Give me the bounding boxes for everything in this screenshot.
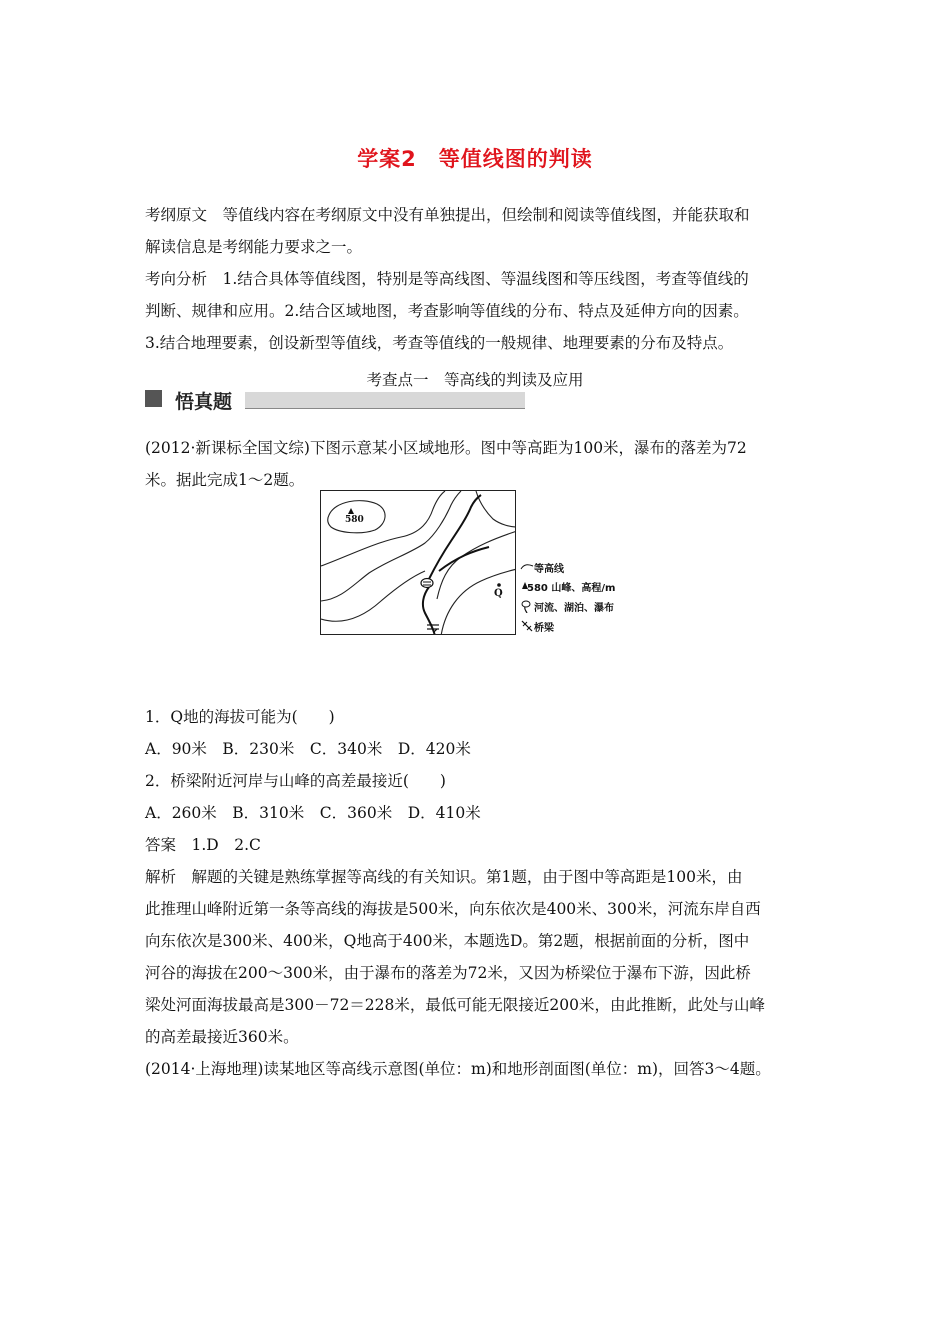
- peak-symbol: [348, 508, 354, 514]
- question-1-options: A．90米 B．230米 C．340米 D．420米: [145, 740, 471, 758]
- next-question-intro: (2014·上海地理)读某地区等高线示意图(单位：m)和地形剖面图(单位：m)，回答3～4题。: [145, 1060, 771, 1078]
- explanation-line-4: 河谷的海拔在200～300米，由于瀑布的落差为72米，又因为桥梁位于瀑布下游，因此桥: [145, 964, 751, 982]
- river-lower: [423, 587, 435, 635]
- point-heading: 考查点一 等高线的判读及应用: [366, 371, 584, 389]
- contour-line: [441, 569, 516, 635]
- syllabus-text-line-1: 考纲原文 等值线内容在考纲原文中没有单独提出，但绘制和阅读等值线图，并能获取和: [145, 206, 750, 224]
- question-intro-line-2: 米。据此完成1～2题。: [145, 471, 305, 489]
- contour-map-figure: [320, 490, 516, 635]
- question-1-stem: 1．Q地的海拔可能为( ): [145, 708, 335, 726]
- map-legend: 等高线 580 山峰、高程/m 河流、湖泊、瀑布 桥梁: [520, 560, 650, 640]
- explanation-line-2: 此推理山峰附近第一条等高线的海拔是500米，向东依次是400米、300米，河流东岸自西: [145, 900, 761, 918]
- contour-line: [321, 491, 461, 601]
- page-title: 学案2 等值线图的判读: [357, 147, 593, 171]
- answer-line: 答案 1.D 2.C: [145, 836, 261, 854]
- section-label: 悟真题: [175, 391, 233, 413]
- question-2-stem: 2．桥梁附近河岸与山峰的高差最接近( ): [145, 772, 446, 790]
- explanation-line-5: 梁处河面海拔最高是300－72＝228米，最低可能无限接近200米，由此推断，此处与山峰: [145, 996, 765, 1014]
- analysis-text-line-3: 3.结合地理要素，创设新型等值线，考查等值线的一般规律、地理要素的分布及特点。: [145, 334, 734, 352]
- contour-line-icon: [520, 560, 534, 574]
- analysis-text-line-1: 考向分析 1.结合具体等值线图，特别是等高线图、等温线图和等压线图，考查等值线的: [145, 270, 749, 288]
- river: [429, 495, 481, 579]
- waterfall-symbol: [421, 579, 433, 588]
- question-intro-line-1: (2012·新课标全国文综)下图示意某小区域地形。图中等高距为100米，瀑布的落差为72: [145, 439, 747, 457]
- section-square-icon: [145, 390, 162, 407]
- explanation-line-6: 的高差最接近360米。: [145, 1028, 299, 1046]
- contour-line: [476, 491, 516, 527]
- contour-map-drawing: [321, 491, 516, 635]
- river-lake-waterfall-icon: [520, 599, 534, 613]
- peak-elevation-label: 580: [345, 515, 364, 525]
- q-point-label: Q: [494, 588, 503, 599]
- syllabus-text-line-2: 解读信息是考纲能力要求之一。: [145, 238, 363, 256]
- bridge-icon: [520, 619, 534, 633]
- explanation-line-3: 向东依次是300米、400米，Q地高于400米，本题选D。第2题，根据前面的分析，图中: [145, 932, 750, 950]
- question-2-options: A．260米 B．310米 C．360米 D．410米: [145, 804, 481, 822]
- q-point-symbol: [497, 583, 501, 587]
- contour-line: [321, 491, 445, 566]
- river-branch: [439, 547, 489, 571]
- section-bar: [245, 392, 525, 409]
- explanation-line-1: 解析 解题的关键是熟练掌握等高线的有关知识。第1题，由于图中等高距是100米，由: [145, 868, 743, 886]
- analysis-text-line-2: 判断、规律和应用。2.结合区域地图，考查影响等值线的分布、特点及延伸方向的因素。: [145, 302, 749, 320]
